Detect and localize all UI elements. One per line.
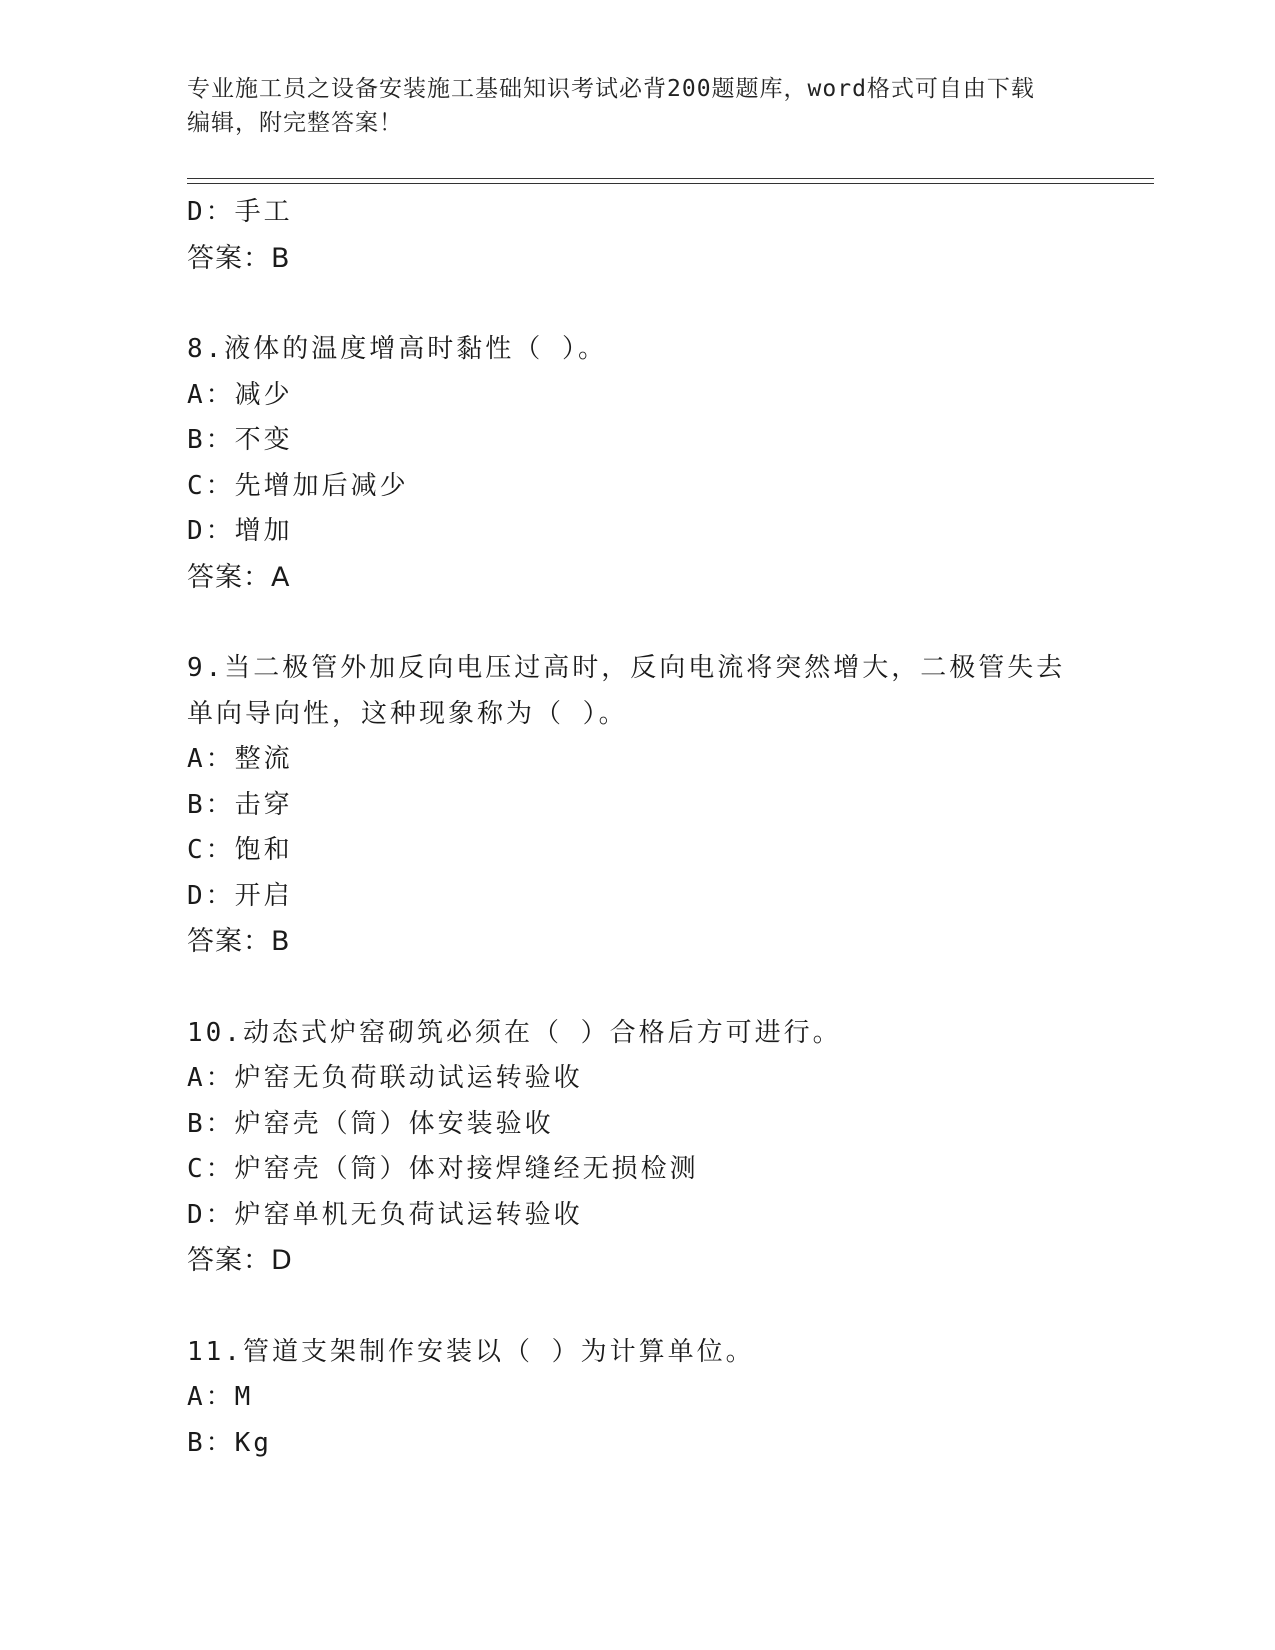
answer-line: 答案：B bbox=[187, 926, 291, 957]
question-block-8 bbox=[187, 327, 1087, 600]
spacer bbox=[187, 600, 1087, 646]
header-title-line-1: 专业施工员之设备安装施工基础知识考试必背200题题库，word格式可自由下载 bbox=[187, 76, 1035, 102]
question-block-10 bbox=[187, 1011, 1087, 1284]
question-block-11 bbox=[187, 1330, 1087, 1467]
spacer bbox=[187, 281, 1087, 327]
question-block-9 bbox=[187, 646, 1087, 965]
option-a: A：炉窑无负荷联动试运转验收 bbox=[187, 1063, 583, 1093]
option-b: B：不变 bbox=[187, 425, 293, 455]
option-d: D：炉窑单机无负荷试运转验收 bbox=[187, 1199, 583, 1230]
header-title-line-2: 编辑，附完整答案！ bbox=[187, 110, 403, 136]
option-b: B：Kg bbox=[187, 1427, 272, 1458]
answer-line: 答案：A bbox=[187, 561, 291, 593]
option-d: D：开启 bbox=[187, 880, 293, 911]
question-stem: 11.管道支架制作安装以（ ）为计算单位。 bbox=[187, 1336, 755, 1367]
option-c: C：炉窑壳（筒）体对接焊缝经无损检测 bbox=[187, 1154, 699, 1184]
spacer bbox=[187, 965, 1087, 1011]
option-c: C：饱和 bbox=[187, 835, 293, 865]
answer-line: 答案：B bbox=[187, 242, 291, 274]
option-b: B：炉窑壳（筒）体安装验收 bbox=[187, 1108, 554, 1139]
header-divider-bottom bbox=[187, 183, 1154, 184]
document-header bbox=[187, 72, 1067, 140]
question-stem: 10.动态式炉窑砌筑必须在（ ）合格后方可进行。 bbox=[187, 1017, 842, 1048]
question-list bbox=[187, 190, 1087, 1466]
header-divider-top bbox=[187, 178, 1154, 179]
answer-line: 答案：D bbox=[187, 1245, 293, 1276]
spacer bbox=[187, 1284, 1087, 1330]
option-a: A：减少 bbox=[187, 379, 293, 410]
question-stem: 8.液体的温度增高时黏性（ ）。 bbox=[187, 334, 607, 364]
option-a: A：M bbox=[187, 1382, 254, 1412]
option-d: D：增加 bbox=[187, 516, 293, 546]
question-stem-line-1: 9.当二极管外加反向电压过高时，反向电流将突然增大，二极管失去 bbox=[187, 653, 1066, 683]
question-stem-line-2: 单向导向性，这种现象称为（ ）。 bbox=[187, 698, 628, 729]
option-a: A：整流 bbox=[187, 744, 293, 774]
option-c: C：先增加后减少 bbox=[187, 470, 409, 501]
option-d: D：手工 bbox=[187, 197, 293, 227]
option-b: B：击穿 bbox=[187, 789, 293, 820]
